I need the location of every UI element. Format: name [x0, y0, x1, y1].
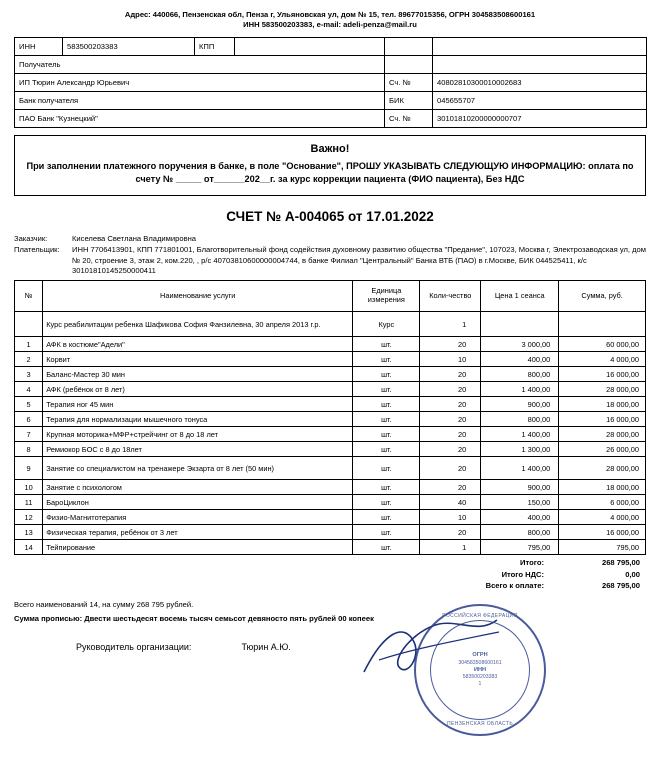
- customer-label: Заказчик:: [14, 234, 48, 244]
- cell-qty: 1: [420, 312, 481, 337]
- cell-qty: 20: [420, 525, 481, 540]
- table-row: [15, 457, 646, 480]
- table-row: [15, 480, 646, 495]
- empty-cell: [433, 55, 647, 73]
- stamp-inn-label: ИНН: [473, 666, 487, 673]
- empty-cell: [385, 37, 433, 55]
- cell-price: 800,00: [481, 367, 559, 382]
- table-row: [15, 397, 646, 412]
- table-row: [15, 442, 646, 457]
- signature-label: Руководитель организации:: [76, 642, 192, 653]
- table-row: [15, 382, 646, 397]
- official-stamp: [414, 604, 546, 736]
- corr-account-label: Сч. №: [385, 109, 433, 127]
- cell-num: 5: [15, 397, 43, 412]
- col-qty: Коли-чество: [420, 281, 481, 312]
- stamp-bottom-text: ПЕНЗЕНСКАЯ ОБЛАСТЬ: [446, 721, 514, 728]
- page-title: СЧЕТ № А-004065 от 17.01.2022: [226, 209, 434, 225]
- table-row: [15, 109, 647, 127]
- total-label: Итого:: [520, 558, 544, 568]
- cell-num: 6: [15, 412, 43, 427]
- cell-name: Занятие со специалистом на тренажере Экзарта от 8 лет (50 мин): [43, 457, 353, 480]
- cell-num: 13: [15, 525, 43, 540]
- total-label: Итого НДС:: [501, 569, 544, 579]
- cell-name: АФК в костюме"Адели": [43, 337, 353, 352]
- empty-cell: [385, 55, 433, 73]
- cell-num: 7: [15, 427, 43, 442]
- cell-sum: 16 000,00: [559, 525, 646, 540]
- inn-value: 583500203383: [63, 37, 195, 55]
- important-title: Важно!: [310, 142, 350, 155]
- cell-name: Курс реабилитации ребенка Шафикова София Фанзилевна, 30 апреля 2013 г.р.: [43, 312, 353, 337]
- cell-name: Крупная моторика+МФР+стрейчинг от 8 до 18 лет: [43, 427, 353, 442]
- cell-sum: 6 000,00: [559, 495, 646, 510]
- cell-name: Занятие с психологом: [43, 480, 353, 495]
- cell-price: 795,00: [481, 540, 559, 555]
- cell-num: 9: [15, 457, 43, 480]
- account-value: 40802810300010002683: [433, 73, 647, 91]
- cell-price: 3 000,00: [481, 337, 559, 352]
- cell-price: 1 400,00: [481, 427, 559, 442]
- cell-qty: 1: [420, 540, 481, 555]
- stamp-center-text: [435, 652, 525, 688]
- stamp-ogrn-value: 304583508600161: [458, 659, 502, 666]
- totals-block: [14, 557, 646, 591]
- table-row: [15, 91, 647, 109]
- cell-price: 900,00: [481, 480, 559, 495]
- cell-sum: 18 000,00: [559, 397, 646, 412]
- cell-num: 2: [15, 352, 43, 367]
- stamp-center-mark: 1: [478, 681, 482, 688]
- amount-in-words: Сумма прописью: Двести шестьдесят восемь тысяч семьсот девяносто пять рублей 00 копеек: [14, 613, 374, 623]
- total-value: 0,00: [625, 569, 640, 579]
- col-price: Цена 1 сеанса: [481, 281, 559, 312]
- table-row: [15, 525, 646, 540]
- table-row: [15, 427, 646, 442]
- total-label: Всего к оплате:: [485, 580, 544, 590]
- kpp-label: КПП: [195, 37, 235, 55]
- cell-name: Корвит: [43, 352, 353, 367]
- cell-num: 4: [15, 382, 43, 397]
- cell-unit: шт.: [353, 510, 420, 525]
- signature-row: [14, 642, 646, 652]
- kpp-value: [235, 37, 385, 55]
- table-row: [15, 352, 646, 367]
- recipient-label: Получатель: [15, 55, 385, 73]
- cell-qty: 10: [420, 510, 481, 525]
- cell-sum: 4 000,00: [559, 352, 646, 367]
- cell-qty: 20: [420, 367, 481, 382]
- stamp-ogrn-label: ОГРН: [472, 652, 488, 659]
- cell-qty: 40: [420, 495, 481, 510]
- cell-name: Терапия ног 45 мин: [43, 397, 353, 412]
- table-row: [15, 495, 646, 510]
- cell-price: 800,00: [481, 412, 559, 427]
- payer-value: ИНН 7706413901, КПП 771801001, Благотворительный фонд содействия духовному развитию общества "Предание", 107023, Москва г, Электрозаводская ул, дом № 20, строение 3, этаж 2, ком.220, , р/с 40703810600000004744, в банке Филиал "Центральный" Банка ВТБ (ПАО) в г.Москве, БИК 044525411, к/с 30101810145250000411: [72, 245, 646, 275]
- payer-bank-value: ПАО Банк "Кузнецкий": [15, 109, 385, 127]
- cell-price: 1 400,00: [481, 382, 559, 397]
- customer-row: [14, 234, 646, 244]
- important-text: При заполнении платежного поручения в банке, в поле "Основание", ПРОШУ УКАЗЫВАТЬ СЛЕДУЮЩУЮ ИНФОРМАЦИЮ: оплата по счету № _____ от______202__г. за курс коррекции пациента (ФИО пациента), Без НДС: [26, 160, 634, 184]
- cell-sum: 28 000,00: [559, 382, 646, 397]
- cell-qty: 20: [420, 442, 481, 457]
- cell-price: 900,00: [481, 397, 559, 412]
- inn-label: ИНН: [15, 37, 63, 55]
- cell-unit: шт.: [353, 352, 420, 367]
- total-row: [14, 580, 646, 591]
- bik-value: 045655707: [433, 91, 647, 109]
- cell-num: 14: [15, 540, 43, 555]
- customer-value: Киселева Светлана Владимировна: [72, 234, 197, 244]
- cell-unit: шт.: [353, 367, 420, 382]
- cell-unit: шт.: [353, 457, 420, 480]
- stamp-inn-value: 583500203383: [462, 674, 498, 681]
- cell-name: Ремиокор БОС с 8 до 18лет: [43, 442, 353, 457]
- important-notice: [14, 135, 646, 197]
- total-value: 268 795,00: [601, 558, 640, 568]
- cell-name: Физическая терапия, ребёнок от 3 лет: [43, 525, 353, 540]
- cell-unit: шт.: [353, 480, 420, 495]
- cell-qty: 20: [420, 337, 481, 352]
- cell-sum: 16 000,00: [559, 367, 646, 382]
- cell-qty: 20: [420, 457, 481, 480]
- table-row: [15, 412, 646, 427]
- cell-price: [481, 312, 559, 337]
- col-unit: Единица измерения: [353, 281, 420, 312]
- cell-price: 400,00: [481, 510, 559, 525]
- cell-price: 1 300,00: [481, 442, 559, 457]
- cell-price: 150,00: [481, 495, 559, 510]
- empty-cell: [433, 37, 647, 55]
- cell-unit: Курс: [353, 312, 420, 337]
- cell-qty: 20: [420, 397, 481, 412]
- col-num: №: [15, 281, 43, 312]
- company-inn-email-line: ИНН 583500203383, e-mail: adeli-penza@mail.ru: [243, 20, 417, 30]
- table-row: [15, 55, 647, 73]
- cell-qty: 20: [420, 382, 481, 397]
- services-table: [14, 280, 646, 555]
- table-header-row: [15, 281, 646, 312]
- table-row: [15, 367, 646, 382]
- cell-unit: шт.: [353, 397, 420, 412]
- cell-sum: 18 000,00: [559, 480, 646, 495]
- cell-price: 800,00: [481, 525, 559, 540]
- cell-name: Терапия для нормализации мышечного тонуса: [43, 412, 353, 427]
- col-name: Наименование услуги: [43, 281, 353, 312]
- payer-label: Плательщик:: [14, 245, 60, 255]
- total-row: [14, 557, 646, 568]
- cell-sum: 26 000,00: [559, 442, 646, 457]
- payer-row: [14, 245, 646, 276]
- stamp-top-text: РОССИЙСКАЯ ФЕДЕРАЦИЯ: [442, 613, 518, 620]
- cell-sum: [559, 312, 646, 337]
- cell-sum: 16 000,00: [559, 412, 646, 427]
- cell-price: 400,00: [481, 352, 559, 367]
- recipient-value: ИП Тюрин Александр Юрьевич: [15, 73, 385, 91]
- cell-name: Физио-Магнитотерапия: [43, 510, 353, 525]
- bank-details-table: [14, 37, 647, 128]
- cell-qty: 20: [420, 427, 481, 442]
- cell-num: 3: [15, 367, 43, 382]
- account-label: Сч. №: [385, 73, 433, 91]
- bik-label: БИК: [385, 91, 433, 109]
- cell-sum: 28 000,00: [559, 457, 646, 480]
- cell-name: АФК (ребёнок от 8 лет): [43, 382, 353, 397]
- table-row: [15, 37, 647, 55]
- services-table-body: [15, 312, 646, 555]
- cell-unit: шт.: [353, 427, 420, 442]
- cell-num: 11: [15, 495, 43, 510]
- cell-name: Тейпирование: [43, 540, 353, 555]
- cell-unit: шт.: [353, 495, 420, 510]
- cell-name: Баланс-Мастер 30 мин: [43, 367, 353, 382]
- table-row: [15, 540, 646, 555]
- payer-bank-label: Банк получателя: [15, 91, 385, 109]
- cell-qty: 10: [420, 352, 481, 367]
- table-row: [15, 312, 646, 337]
- cell-unit: шт.: [353, 382, 420, 397]
- cell-unit: шт.: [353, 525, 420, 540]
- table-row: [15, 337, 646, 352]
- cell-sum: 60 000,00: [559, 337, 646, 352]
- total-row: [14, 569, 646, 580]
- cell-qty: 20: [420, 480, 481, 495]
- cell-sum: 28 000,00: [559, 427, 646, 442]
- company-header: [14, 10, 646, 31]
- cell-price: 1 400,00: [481, 457, 559, 480]
- corr-account-value: 30101810200000000707: [433, 109, 647, 127]
- total-value: 268 795,00: [601, 580, 640, 590]
- cell-sum: 795,00: [559, 540, 646, 555]
- cell-unit: шт.: [353, 337, 420, 352]
- cell-unit: шт.: [353, 540, 420, 555]
- signature-name: Тюрин А.Ю.: [241, 642, 291, 653]
- company-address-line: Адрес: 440066, Пензенская обл, Пенза г, Ульяновская ул, дом № 15, тел. 89677015356, ОГРН 304583508600161: [124, 10, 536, 19]
- table-row: [15, 510, 646, 525]
- table-row: [15, 73, 647, 91]
- cell-unit: шт.: [353, 412, 420, 427]
- cell-qty: 20: [420, 412, 481, 427]
- cell-num: 12: [15, 510, 43, 525]
- cell-num: [15, 312, 43, 337]
- cell-unit: шт.: [353, 442, 420, 457]
- cell-name: БароЦиклон: [43, 495, 353, 510]
- cell-num: 1: [15, 337, 43, 352]
- items-count-line: Всего наименований 14, на сумму 268 795 рублей.: [14, 600, 194, 610]
- col-sum: Сумма, руб.: [559, 281, 646, 312]
- cell-num: 8: [15, 442, 43, 457]
- cell-num: 10: [15, 480, 43, 495]
- cell-sum: 4 000,00: [559, 510, 646, 525]
